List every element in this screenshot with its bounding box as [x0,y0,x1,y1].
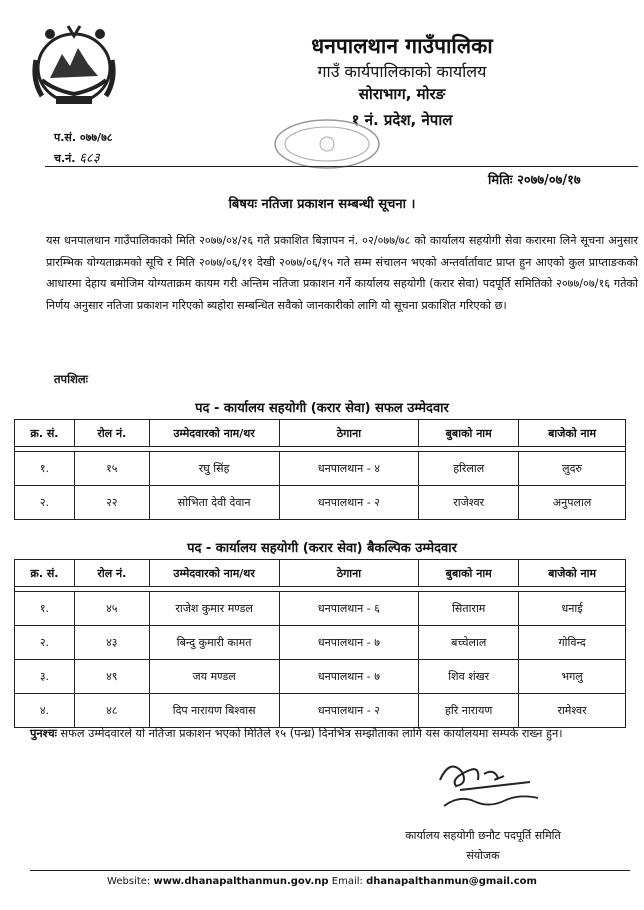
cell-grandfather: धनाई [519,592,626,626]
cell-roll: २२ [74,486,149,520]
details-label: तपशिलः [54,372,89,386]
ps-label: प.सं. [54,131,77,144]
table-row [15,694,626,728]
office-location: सोराभाग, मोरङ [358,85,446,103]
chalani-number [54,148,100,166]
cell-name: रघु सिंह [149,452,279,486]
cell-grandfather: भगलु [519,660,626,694]
col-name: उम्मेदवारको नाम/थर [149,420,279,447]
signatory-committee: कार्यालय सहयोगी छनौट पदपूर्ति समिति [405,829,561,842]
cell-father: शिव शंखर [419,660,519,694]
header-divider [45,166,638,167]
col-grandfather: बाजेको नाम [519,560,626,587]
notice-date: मितिः २०७७/०७/१७ [488,173,581,188]
footer-divider [30,870,630,871]
email-label: Email: [331,876,363,887]
cell-father: हरि नारायण [419,694,519,728]
cell-address: धनपालथान - २ [279,694,419,728]
cell-sn: १. [15,452,75,486]
note-label: पुनश्चः [30,727,57,740]
cell-address: धनपालथान - ७ [279,626,419,660]
cell-sn: २. [15,626,75,660]
table-row [15,452,626,486]
successful-candidates-table [14,419,626,520]
cell-name: राजेश कुमार मण्डल [149,592,279,626]
cell-roll: १५ [74,452,149,486]
table-row [15,592,626,626]
cell-name: बिन्दु कुमारी कामत [149,626,279,660]
cell-address: धनपालथान - ७ [279,660,419,694]
col-roll: रोल नं. [74,560,149,587]
table-row [15,486,626,520]
cell-sn: ४. [15,694,75,728]
patra-sankhya [54,130,113,145]
cell-grandfather: रामेश्वर [519,694,626,728]
cell-father: बच्चेलाल [419,626,519,660]
cell-sn: १. [15,592,75,626]
col-father: बुबाको नाम [419,420,519,447]
cell-address: धनपालथान - ४ [279,452,419,486]
cell-name: सोभिता देवी देवान [149,486,279,520]
table-header-row [15,560,626,587]
cell-grandfather: लुदरु [519,452,626,486]
cn-label: च.नं. [54,152,76,165]
table-row [15,660,626,694]
org-name: धनपालथान गाउँपालिका [311,34,493,58]
note-text: सफल उम्मेदवारले यो नतिजा प्रकाशन भएको मितिले १५ (पन्ध्र) दिनभित्र सम्झौताका लागि यस कार्यालयमा सम्पर्क राख्न हुन। [60,727,563,740]
signatory-block [378,826,588,866]
notice-subject: बिषयः नतिजा प्रकाशन सम्बन्धी सूचना । [228,197,416,212]
cell-sn: ३. [15,660,75,694]
cell-father: सिताराम [419,592,519,626]
col-address: ठेगाना [279,560,419,587]
col-name: उम्मेदवारको नाम/थर [149,560,279,587]
successful-table-title: पद - कार्यालय सहयोगी (करार सेवा) सफल उम्मेदवार [195,401,449,416]
cell-father: हरिलाल [419,452,519,486]
table-row [15,626,626,660]
cell-roll: ४५ [74,592,149,626]
website-label: Website: [107,876,151,887]
cell-roll: ४३ [74,626,149,660]
alternate-candidates-table [14,559,626,728]
cell-sn: २. [15,486,75,520]
col-roll: रोल नं. [74,420,149,447]
cell-name: जय मण्डल [149,660,279,694]
col-sn: क्र. सं. [15,560,75,587]
col-sn: क्र. सं. [15,420,75,447]
cell-name: दिप नारायण बिश्वास [149,694,279,728]
email-link[interactable]: dhanapalthanmun@gmail.com [366,876,537,887]
website-link[interactable]: www.dhanapalthanmun.gov.np [153,876,329,887]
cell-father: राजेश्वर [419,486,519,520]
province: १ नं. प्रदेश, नेपाल [351,111,453,129]
cn-value: ६८३ [79,151,100,166]
cell-address: धनपालथान - ६ [279,592,419,626]
notice-body: यस धनपालथान गाउँपालिकाको मिति २०७७/०४/२६ गते प्रकाशित बिज्ञापन नं. ०२/०७७/७८ को कार्यालय सहयोगी सेवा करारमा लिने सूचना अनुसार प्रारम्भिक योग्यताक्रमको सूचि र मिति २०७७/०६/११ देखी २०७७/०६/१५ गते सम्म संचालन भएको अन्तर्वार्तावाट प्राप्त हुन आएको कुल प्राप्ताङकको आधारमा देहाय बमोजिम योग्यताक्रम कायम गरी अन्तिम नतिजा प्रकाशन गर्ने कार्यालय सहयोगी (करार सेवा) पदपूर्ति समितिको २०७७/०७/१६ गतेको निर्णय अनुसार नतिजा प्रकाशन गरिएको ब्यहोरा सम्बन्धित सवैको जानकारीको लागि यो सूचना प्रकाशित गरिएको छ। [46,234,638,312]
col-grandfather: बाजेको नाम [519,420,626,447]
col-father: बुबाको नाम [419,560,519,587]
ps-value: ०७७/७८ [79,131,113,144]
cell-grandfather: अनुपलाल [519,486,626,520]
col-address: ठेगाना [279,420,419,447]
table-header-row [15,420,626,447]
cell-address: धनपालथान - २ [279,486,419,520]
handwritten-signature [420,750,550,820]
office-stamp-icon [272,118,382,170]
cell-grandfather: गोविन्द [519,626,626,660]
signatory-role: संयोजक [466,849,500,862]
footer [0,876,644,887]
cell-roll: ४८ [74,694,149,728]
postscript-note [30,724,620,744]
cell-roll: ४९ [74,660,149,694]
alternate-table-title: पद - कार्यालय सहयोगी (करार सेवा) बैकल्पिक उम्मेदवार [187,541,457,556]
office-name: गाउँ कार्यपालिकाको कार्यालय [317,62,487,81]
